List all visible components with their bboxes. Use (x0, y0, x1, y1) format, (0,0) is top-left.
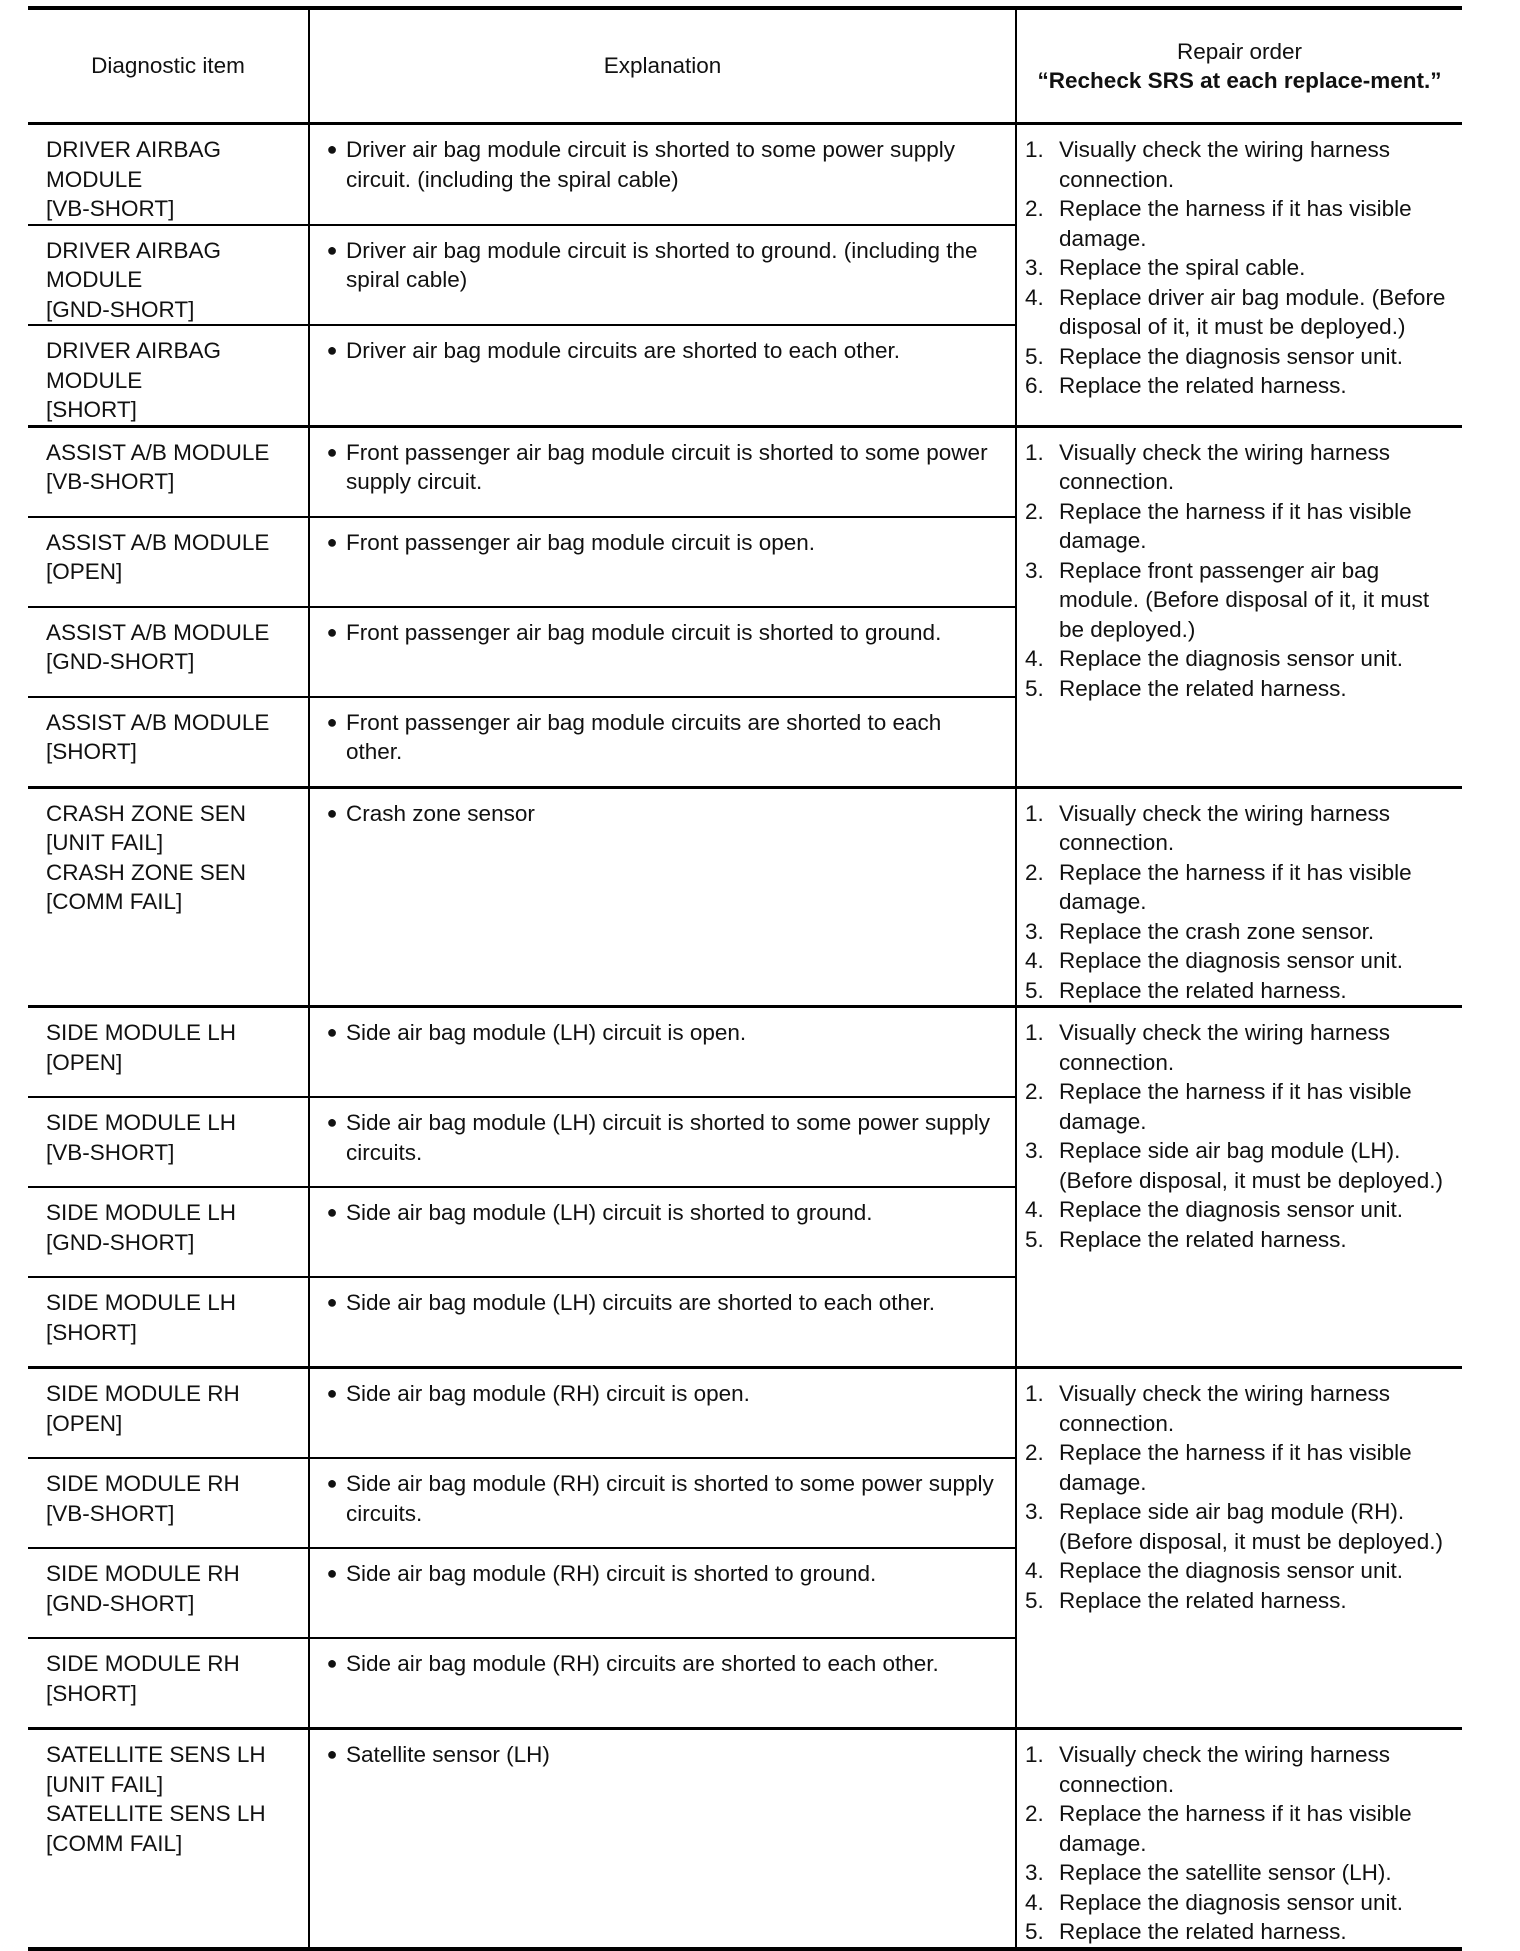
explanation-text: Side air bag module (RH) circuit is open. (346, 1381, 750, 1406)
header-repair-note: “Recheck SRS at each replace-ment.” (1037, 68, 1442, 93)
bullet-item (318, 1559, 1003, 1589)
step-number: 1. (1025, 1020, 1044, 1045)
repair-step (1025, 1195, 1450, 1225)
table-row (28, 426, 1462, 517)
header-explanation: Explanation (309, 10, 1016, 124)
repair-step (1025, 946, 1450, 976)
repair-step (1025, 497, 1450, 556)
repair-step (1025, 674, 1450, 704)
step-text: Visually check the wiring harness connection. (1059, 1742, 1390, 1797)
repair-step (1025, 342, 1450, 372)
step-number: 3. (1025, 557, 1044, 583)
repair-steps-list (1025, 438, 1450, 704)
step-text: Visually check the wiring harness connection. (1059, 800, 1390, 855)
diagnostic-item-cell: SATELLITE SENS LH [UNIT FAIL] SATELLITE SENS LH [COMM FAIL] (46, 1742, 266, 1856)
repair-step (1025, 1858, 1450, 1888)
explanation-cell (309, 1638, 1016, 1729)
repair-step (1025, 644, 1450, 674)
bullet-dot-icon: ● (326, 1202, 338, 1222)
bullet-item (318, 618, 1003, 648)
bullet-dot-icon: ● (326, 1112, 338, 1132)
bullet-dot-icon: ● (326, 441, 338, 462)
table-row (28, 1368, 1462, 1459)
repair-steps-list (1025, 1740, 1450, 1947)
step-number: 5. (1025, 977, 1044, 1003)
step-number: 4. (1025, 646, 1044, 671)
diagnostic-item-cell: SIDE MODULE RH [VB-SHORT] (28, 1458, 309, 1548)
step-text: Visually check the wiring harness connection. (1059, 137, 1390, 192)
step-number: 1. (1025, 800, 1044, 826)
bullet-dot-icon: ● (326, 1292, 338, 1312)
step-number: 4. (1025, 284, 1044, 310)
bullet-item (318, 528, 1003, 558)
diagnostic-item-cell: SIDE MODULE RH [OPEN] (28, 1368, 309, 1459)
explanation-text: Satellite sensor (LH) (346, 1742, 550, 1767)
step-text: Replace the diagnosis sensor unit. (1059, 1558, 1403, 1583)
explanation-cell (309, 1187, 1016, 1277)
step-number: 2. (1025, 1440, 1044, 1465)
repair-steps-list (1025, 1018, 1450, 1254)
step-number: 3. (1025, 918, 1044, 944)
step-number: 4. (1025, 1197, 1044, 1222)
explanation-cell (309, 607, 1016, 697)
repair-step (1025, 1077, 1450, 1136)
table-body (28, 124, 1462, 1947)
diagnostic-item-cell: DRIVER AIRBAG MODULE [SHORT] (28, 325, 309, 426)
diagnostic-item-cell: ASSIST A/B MODULE [OPEN] (28, 517, 309, 607)
step-text: Replace the related harness. (1059, 1226, 1347, 1252)
step-number: 5. (1025, 675, 1044, 701)
step-text: Replace the related harness. (1059, 977, 1347, 1003)
step-number: 5. (1025, 343, 1044, 369)
bullet-dot-icon: ● (326, 139, 338, 159)
bullet-dot-icon: ● (326, 1653, 338, 1673)
explanation-cell (309, 325, 1016, 426)
table-row (28, 1007, 1462, 1098)
diagnostic-item-cell: SIDE MODULE RH [GND-SHORT] (28, 1548, 309, 1638)
bullet-dot-icon: ● (326, 239, 338, 260)
repair-step (1025, 253, 1450, 283)
repair-step (1025, 1438, 1450, 1497)
header-repair-order (1016, 10, 1462, 124)
repair-order-cell (1016, 1729, 1462, 1947)
bullet-dot-icon: ● (326, 340, 338, 360)
bullet-item (318, 708, 1003, 767)
explanation-text: Crash zone sensor (346, 800, 535, 826)
step-number: 6. (1025, 373, 1044, 398)
bullet-item (318, 1469, 1003, 1528)
step-text: Replace the harness if it has visible damage. (1059, 1440, 1412, 1495)
bullet-item (318, 799, 1003, 829)
diagnostic-item-cell: SIDE MODULE LH [SHORT] (28, 1277, 309, 1368)
repair-steps-list (1025, 799, 1450, 1006)
step-text: Replace the satellite sensor (LH). (1059, 1860, 1392, 1885)
bullet-item (318, 336, 1003, 366)
bullet-item (318, 1288, 1003, 1318)
bullet-dot-icon: ● (326, 1563, 338, 1583)
explanation-cell (309, 1277, 1016, 1368)
step-number: 2. (1025, 1801, 1044, 1826)
step-number: 1. (1025, 439, 1044, 465)
diagnostic-item-cell: DRIVER AIRBAG MODULE [VB-SHORT] (28, 124, 309, 225)
diagnostic-item-cell: ASSIST A/B MODULE [VB-SHORT] (28, 426, 309, 517)
explanation-cell (309, 1729, 1016, 1947)
bullet-dot-icon: ● (326, 531, 338, 552)
explanation-cell (309, 124, 1016, 225)
explanation-text: Side air bag module (LH) circuit is shorted to ground. (346, 1200, 873, 1225)
explanation-cell (309, 225, 1016, 326)
step-number: 5. (1025, 1587, 1044, 1613)
repair-step (1025, 1917, 1450, 1947)
bullet-item (318, 1740, 1003, 1770)
step-text: Replace the related harness. (1059, 675, 1347, 701)
step-text: Replace the diagnosis sensor unit. (1059, 1197, 1403, 1222)
explanation-cell (309, 1548, 1016, 1638)
bullet-dot-icon: ● (326, 621, 338, 642)
step-text: Replace the harness if it has visible damage. (1059, 498, 1412, 553)
explanation-text: Side air bag module (RH) circuits are shorted to each other. (346, 1651, 939, 1676)
repair-step (1025, 1799, 1450, 1858)
explanation-text: Driver air bag module circuit is shorted to some power supply circuit. (including the spiral cable) (346, 137, 956, 192)
step-number: 2. (1025, 859, 1044, 885)
diagnostic-item-cell: SIDE MODULE LH [OPEN] (28, 1007, 309, 1098)
diagnostic-item-cell: ASSIST A/B MODULE [GND-SHORT] (28, 607, 309, 697)
step-text: Replace the diagnosis sensor unit. (1059, 1889, 1403, 1915)
repair-step (1025, 1497, 1450, 1556)
step-text: Replace the harness if it has visible damage. (1059, 1079, 1412, 1134)
bullet-item (318, 1108, 1003, 1167)
explanation-text: Front passenger air bag module circuit is shorted to some power supply circuit. (346, 439, 988, 494)
bullet-dot-icon: ● (326, 711, 338, 732)
bullet-item (318, 1649, 1003, 1679)
diagnostic-table-document (28, 6, 1462, 1951)
repair-step (1025, 1379, 1450, 1438)
explanation-text: Driver air bag module circuit is shorted to ground. (including the spiral cable) (346, 237, 978, 292)
step-number: 2. (1025, 498, 1044, 524)
explanation-text: Side air bag module (LH) circuit is open. (346, 1020, 747, 1045)
bullet-dot-icon: ● (326, 1473, 338, 1493)
repair-steps-list (1025, 135, 1450, 401)
explanation-cell (309, 426, 1016, 517)
repair-step (1025, 799, 1450, 858)
explanation-text: Driver air bag module circuits are shorted to each other. (346, 338, 901, 363)
diagnostic-item-cell: ASSIST A/B MODULE [SHORT] (28, 697, 309, 788)
repair-step (1025, 1888, 1450, 1918)
step-number: 4. (1025, 1889, 1044, 1915)
step-text: Replace front passenger air bag module. (Before disposal of it, it must be deployed.) (1059, 557, 1430, 642)
step-text: Replace the diagnosis sensor unit. (1059, 343, 1403, 369)
explanation-cell (309, 1458, 1016, 1548)
repair-order-cell (1016, 1007, 1462, 1368)
repair-order-cell (1016, 1368, 1462, 1729)
step-text: Replace the diagnosis sensor unit. (1059, 948, 1403, 973)
bullet-dot-icon: ● (326, 1744, 338, 1764)
step-text: Replace the harness if it has visible damage. (1059, 1801, 1412, 1856)
bullet-item (318, 438, 1003, 497)
step-text: Replace the crash zone sensor. (1059, 918, 1375, 944)
step-number: 2. (1025, 1079, 1044, 1104)
diagnostic-item-cell: DRIVER AIRBAG MODULE [GND-SHORT] (28, 225, 309, 326)
repair-step (1025, 135, 1450, 194)
explanation-text: Side air bag module (LH) circuits are shorted to each other. (346, 1290, 936, 1315)
repair-steps-list (1025, 1379, 1450, 1615)
step-number: 1. (1025, 137, 1044, 162)
step-number: 1. (1025, 1742, 1044, 1767)
repair-step (1025, 858, 1450, 917)
step-number: 2. (1025, 196, 1044, 221)
step-number: 4. (1025, 948, 1044, 973)
step-number: 5. (1025, 1226, 1044, 1252)
diagnostic-item-cell: SIDE MODULE LH [VB-SHORT] (28, 1097, 309, 1187)
bullet-item (318, 1018, 1003, 1048)
repair-step (1025, 917, 1450, 947)
explanation-cell (309, 1097, 1016, 1187)
bullet-item (318, 1379, 1003, 1409)
header-repair-label: Repair order (1176, 38, 1303, 64)
explanation-text: Side air bag module (LH) circuit is shorted to some power supply circuits. (346, 1110, 991, 1165)
explanation-text: Front passenger air bag module circuit is open. (346, 529, 815, 555)
table-row (28, 124, 1462, 225)
table-header-row (28, 10, 1462, 124)
diagnostic-table (28, 10, 1462, 1947)
step-text: Replace the related harness. (1059, 1919, 1347, 1944)
step-text: Replace the harness if it has visible damage. (1059, 859, 1412, 914)
repair-step (1025, 1225, 1450, 1255)
step-text: Replace the related harness. (1059, 373, 1347, 398)
table-row (28, 1729, 1462, 1947)
step-text: Visually check the wiring harness connection. (1059, 439, 1390, 494)
step-number: 4. (1025, 1558, 1044, 1583)
repair-step (1025, 371, 1450, 401)
repair-order-cell (1016, 787, 1462, 1007)
step-text: Visually check the wiring harness connection. (1059, 1020, 1390, 1075)
diagnostic-item-cell: SIDE MODULE RH [SHORT] (28, 1638, 309, 1729)
step-text: Visually check the wiring harness connection. (1059, 1381, 1390, 1436)
step-text: Replace the harness if it has visible damage. (1059, 196, 1412, 251)
explanation-cell (309, 1368, 1016, 1459)
explanation-text: Front passenger air bag module circuits are shorted to each other. (346, 709, 942, 764)
repair-step (1025, 1586, 1450, 1616)
step-text: Replace the spiral cable. (1059, 255, 1306, 280)
step-text: Replace side air bag module (LH). (Before disposal, it must be deployed.) (1059, 1138, 1443, 1193)
step-text: Replace driver air bag module. (Before disposal of it, it must be deployed.) (1059, 284, 1446, 339)
repair-step (1025, 1556, 1450, 1586)
explanation-cell (309, 697, 1016, 788)
bullet-item (318, 135, 1003, 194)
explanation-cell (309, 517, 1016, 607)
diagnostic-item-cell: SIDE MODULE LH [GND-SHORT] (28, 1187, 309, 1277)
bullet-item (318, 1198, 1003, 1228)
bullet-dot-icon: ● (326, 1022, 338, 1042)
repair-step (1025, 1740, 1450, 1799)
step-number: 1. (1025, 1381, 1044, 1406)
diagnostic-item-cell: CRASH ZONE SEN [UNIT FAIL] CRASH ZONE SEN [COMM FAIL] (28, 787, 309, 1007)
step-text: Replace the related harness. (1059, 1587, 1347, 1613)
step-number: 3. (1025, 1860, 1044, 1885)
table-row (28, 787, 1462, 1007)
step-text: Replace side air bag module (RH). (Before disposal, it must be deployed.) (1059, 1499, 1443, 1554)
explanation-cell (309, 1007, 1016, 1098)
bullet-dot-icon: ● (326, 1383, 338, 1403)
step-number: 3. (1025, 255, 1044, 280)
step-text: Replace the diagnosis sensor unit. (1059, 646, 1403, 671)
explanation-cell (309, 787, 1016, 1007)
explanation-text: Side air bag module (RH) circuit is shorted to ground. (346, 1561, 877, 1586)
repair-step (1025, 438, 1450, 497)
step-number: 5. (1025, 1919, 1044, 1944)
bullet-dot-icon: ● (326, 802, 338, 823)
explanation-text: Side air bag module (RH) circuit is shorted to some power supply circuits. (346, 1471, 994, 1526)
repair-order-cell (1016, 124, 1462, 427)
step-number: 3. (1025, 1138, 1044, 1163)
header-diagnostic-item: Diagnostic item (28, 10, 309, 124)
explanation-text: Front passenger air bag module circuit is shorted to ground. (346, 619, 942, 645)
repair-step (1025, 283, 1450, 342)
bullet-item (318, 236, 1003, 295)
repair-step (1025, 1018, 1450, 1077)
repair-order-cell (1016, 426, 1462, 787)
repair-step (1025, 976, 1450, 1006)
repair-step (1025, 194, 1450, 253)
repair-step (1025, 556, 1450, 645)
step-number: 3. (1025, 1499, 1044, 1524)
repair-step (1025, 1136, 1450, 1195)
